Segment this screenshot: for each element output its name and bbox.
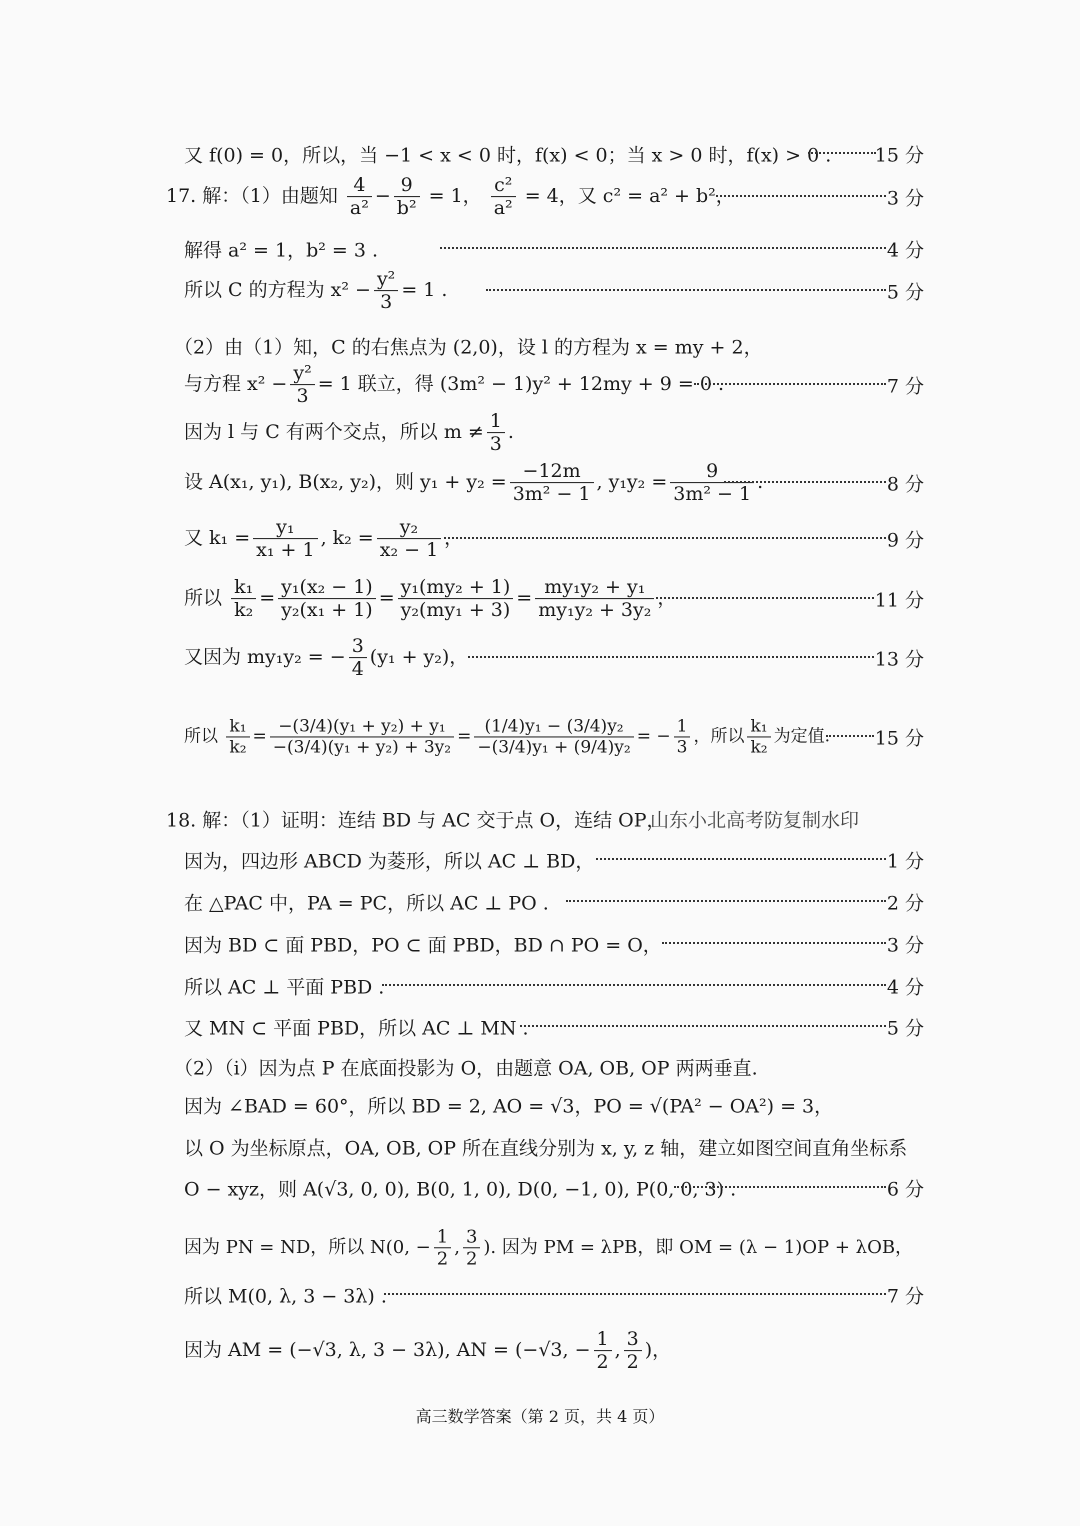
watermark-text: 山东小北高考防复制水印 — [650, 809, 860, 831]
fraction: $\frac{-12m}{\text{3m² − 1}}$ — [510, 460, 594, 506]
score-label: 11 分 — [874, 589, 924, 611]
line-text: 所以 $\frac{\text{k₁}}{\text{k₂}}$ = $\frac{\text{y₁(x₂ − 1)}}{\text{y₂(x₁ + 1)}}$ = $\frac{\text{y₁(my₂ + 1)}}{\text{y₂(my₁ + 3)}}$ = $\frac{\text{my₁y₂ + y₁}}{\text{my₁y₂ + 3y₂}}$ ， — [184, 575, 677, 621]
dot-leader — [444, 537, 886, 539]
line-text: （2）（ⅰ）因为点 P 在底面投影为 O，由题意 OA, OB, OP 两两垂直. — [174, 1057, 758, 1079]
score-label: 5 分 — [886, 1017, 924, 1039]
line-text: 又 MN ⊂ 平面 PBD，所以 AC ⊥ MN . — [184, 1017, 529, 1039]
dot-leader — [382, 984, 886, 986]
dot-leader — [656, 597, 874, 599]
answer-line — [0, 1137, 1080, 1159]
line-text: 所以 C 的方程为 x² − $\frac{\text{y²}}{3}$ = 1 . — [184, 267, 448, 313]
line-text: 又 f(0) = 0，所以，当 −1 < x < 0 时，f(x) < 0；当 x > 0 时，f(x) > 0 . — [184, 144, 832, 166]
score-label: 5 分 — [886, 281, 924, 303]
answer-line — [0, 976, 1080, 998]
line-text: 所以 AC ⊥ 平面 PBD . — [184, 976, 385, 998]
answer-line — [0, 715, 1080, 757]
line-text: 在 △PAC 中，PA = PC，所以 AC ⊥ PO . — [184, 892, 549, 914]
dot-leader — [520, 1025, 886, 1027]
answer-line — [0, 361, 1080, 407]
score-label: 2 分 — [886, 892, 924, 914]
answer-line — [0, 409, 1080, 455]
fraction: $\frac{1}{2}$ — [434, 1226, 451, 1269]
line-text: 所以 $\frac{\text{k₁}}{\text{k₂}}$ = $\frac{\text{−(3/4)(y₁ + y₂) + y₁}}{\text{−(3/4)(y₁ + y₂) + 3y₂}}$ = $\frac{\text{(1/4)y₁ − (3/4)y₂}}{\text{−(3/4)y₁ + (9/4)y₂}}$ = − $\frac{1}{3}$ ，所以 $\frac{\text{k₁}}{\text{k₂}}$ 为定值. — [184, 715, 830, 757]
line-text: 因为 PN = ND，所以 N(0, − $\frac{1}{2}$ , $\frac{3}{2}$ ). 因为 PM = λPB，即 OM = (λ − 1)OP + λOB， — [184, 1225, 914, 1269]
fraction: $\frac{1}{3}$ — [487, 410, 505, 456]
fraction: $\frac{\text{(1/4)y₁ − (3/4)y₂}}{\text{−(3/4)y₁ + (9/4)y₂}}$ — [474, 716, 633, 757]
dot-leader — [716, 195, 886, 197]
fraction: $\frac{\text{k₁}}{\text{k₂}}$ — [231, 576, 256, 622]
line-text: 因为，四边形 ABCD 为菱形，所以 AC ⊥ BD， — [184, 850, 595, 872]
line-text: 以 O 为坐标原点，OA, OB, OP 所在直线分别为 x, y, z 轴，建立如图空间直角坐标系 — [184, 1137, 908, 1159]
answer-line — [0, 515, 1080, 561]
line-text: 因为 AM = (−√3, λ, 3 − 3λ), AN = (−√3, − $\frac{1}{2}$ , $\frac{3}{2}$ )， — [184, 1327, 672, 1373]
answer-line — [0, 634, 1080, 680]
answer-line — [0, 1178, 1080, 1200]
dot-leader — [808, 152, 876, 154]
answer-line — [0, 1057, 1080, 1079]
dot-leader — [724, 481, 886, 483]
line-text: 所以 M(0, λ, 3 − 3λ) . — [184, 1285, 387, 1307]
score-label: 9 分 — [886, 529, 924, 551]
answer-line — [0, 575, 1080, 621]
fraction: $\frac{\text{y²}}{3}$ — [374, 268, 398, 314]
fraction: $\frac{\text{y₁(my₂ + 1)}}{\text{y₂(my₁ + 3)}}$ — [398, 576, 514, 622]
line-text: 又 k₁ = $\frac{\text{y₁}}{\text{x₁ + 1}}$ , k₂ = $\frac{\text{y₂}}{\text{x₂ − 1}}$ ， — [184, 515, 464, 561]
fraction: $\frac{\text{k₁}}{\text{k₂}}$ — [226, 716, 249, 757]
answer-line — [0, 1327, 1080, 1373]
score-label: 15 分 — [874, 144, 924, 166]
answer-line — [0, 850, 1080, 872]
score-label: 4 分 — [886, 239, 924, 261]
fraction: $\frac{\text{y₂}}{\text{x₂ − 1}}$ — [377, 516, 441, 562]
answer-line — [0, 1285, 1080, 1307]
line-text: 因为 l 与 C 有两个交点，所以 m ≠ $\frac{1}{3}$ . — [184, 409, 514, 455]
dot-leader — [384, 1293, 886, 1295]
score-label: 3 分 — [886, 187, 924, 209]
score-label: 13 分 — [874, 648, 924, 670]
score-label: 6 分 — [886, 1178, 924, 1200]
answer-line — [0, 336, 1080, 358]
fraction: $\frac{9}{\text{b²}}$ — [394, 174, 420, 220]
line-text: 又因为 my₁y₂ = − $\frac{3}{4}$ (y₁ + y₂)， — [184, 634, 469, 680]
dot-leader — [674, 1186, 886, 1188]
line-text: 设 A(x₁, y₁), B(x₂, y₂)，则 y₁ + y₂ = $\frac{-12m}{\text{3m² − 1}}$ , y₁y₂ = $\frac{9}{\text{3m² − 1}}$ . — [184, 459, 764, 505]
score-label: 3 分 — [886, 934, 924, 956]
dot-leader — [486, 289, 886, 291]
fraction: $\frac{4}{\text{a²}}$ — [347, 174, 372, 220]
score-label: 7 分 — [886, 1285, 924, 1307]
dot-leader — [468, 656, 874, 658]
dot-leader — [440, 247, 886, 249]
fraction: $\frac{1}{3}$ — [674, 716, 691, 757]
fraction: $\frac{\text{y₁(x₂ − 1)}}{\text{y₂(x₁ + 1)}}$ — [278, 576, 376, 622]
fraction: $\frac{3}{2}$ — [463, 1226, 480, 1269]
score-label: 8 分 — [886, 473, 924, 495]
dot-leader — [596, 858, 886, 860]
page-footer: 高三数学答案（第 2 页，共 4 页） — [415, 1407, 665, 1426]
fraction: $\frac{\text{y²}}{3}$ — [290, 362, 314, 408]
line-text: 解得 a² = 1，b² = 3 . — [184, 239, 379, 261]
score-label: 4 分 — [886, 976, 924, 998]
fraction: $\frac{\text{y₁}}{\text{x₁ + 1}}$ — [253, 516, 317, 562]
answer-line — [0, 267, 1080, 313]
answer-line — [0, 1225, 1080, 1269]
dot-leader — [694, 383, 886, 385]
answer-line — [0, 459, 1080, 505]
line-text: 与方程 x² − $\frac{\text{y²}}{3}$ = 1 联立，得 (3m² − 1)y² + 12my + 9 = 0 . — [184, 361, 724, 407]
answer-line — [0, 1095, 1080, 1117]
score-label: 1 分 — [886, 850, 924, 872]
dot-leader — [662, 942, 886, 944]
score-label: 7 分 — [886, 375, 924, 397]
line-text: 因为 ∠BAD = 60°，所以 BD = 2, AO = √3，PO = √(PA² − OA²) = 3， — [184, 1095, 834, 1117]
fraction: $\frac{\text{my₁y₂ + y₁}}{\text{my₁y₂ + 3y₂}}$ — [535, 576, 654, 622]
line-text: O − xyz，则 A(√3, 0, 0), B(0, 1, 0), D(0, −1, 0), P(0, 0, 3) . — [184, 1178, 737, 1200]
fraction: $\frac{3}{4}$ — [349, 635, 367, 681]
line-text: （2）由（1）知，C 的右焦点为 (2,0)，设 l 的方程为 x = my + 2， — [174, 336, 763, 358]
fraction: $\frac{\text{−(3/4)(y₁ + y₂) + y₁}}{\text{−(3/4)(y₁ + y₂) + 3y₂}}$ — [270, 716, 454, 757]
line-text: 18. 解：（1）证明：连结 BD 与 AC 交于点 O，连结 OP， — [166, 809, 666, 831]
answer-line — [0, 173, 1080, 219]
fraction: $\frac{3}{2}$ — [624, 1328, 642, 1374]
score-label: 15 分 — [874, 727, 924, 749]
line-text: 因为 BD ⊂ 面 PBD，PO ⊂ 面 PBD，BD ∩ PO = O， — [184, 934, 662, 956]
answer-line — [0, 239, 1080, 261]
fraction: $\frac{1}{2}$ — [594, 1328, 612, 1374]
answer-line — [0, 1017, 1080, 1039]
answer-line — [0, 892, 1080, 914]
dot-leader — [826, 735, 874, 737]
answer-line — [0, 934, 1080, 956]
fraction: $\frac{\text{k₁}}{\text{k₂}}$ — [747, 716, 770, 757]
answer-line — [0, 144, 1080, 166]
line-text: 17. 解：（1）由题知 $\frac{4}{\text{a²}}$ − $\frac{9}{\text{b²}}$ = 1， $\frac{\text{c²}}{\text{a²}}$ = 4，又 c² = a² + b²， — [166, 173, 735, 219]
fraction: $\frac{\text{c²}}{\text{a²}}$ — [491, 174, 516, 220]
dot-leader — [566, 900, 886, 902]
fraction: $\frac{9}{\text{3m² − 1}}$ — [670, 460, 754, 506]
answer-line — [0, 809, 1080, 831]
